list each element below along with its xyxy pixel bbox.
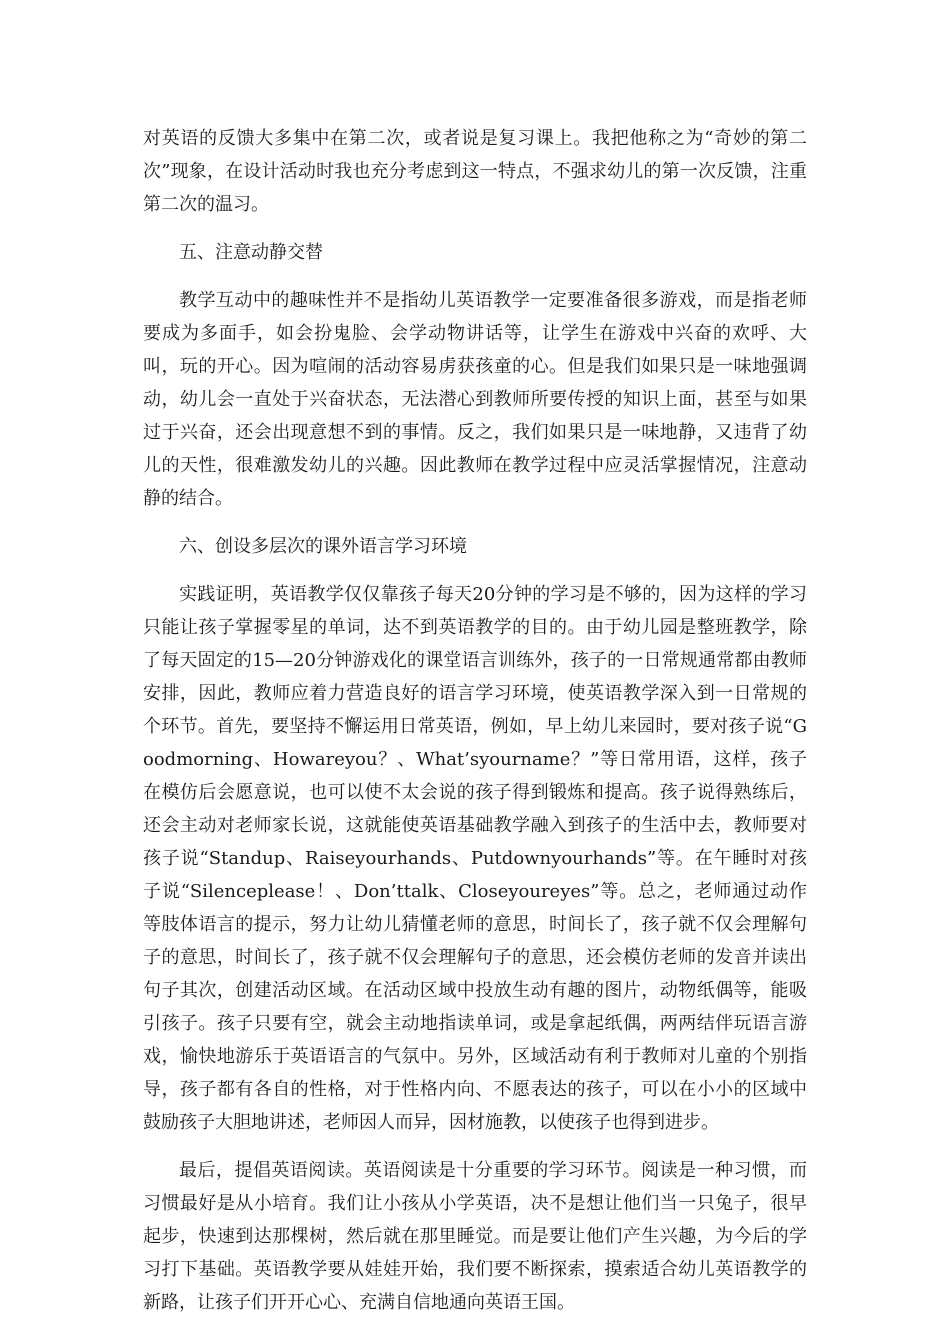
document-body <box>143 122 807 1334</box>
section-heading-6: 六、创设多层次的课外语言学习环境 <box>179 536 467 557</box>
section-heading-5: 五、注意动静交替 <box>179 242 323 263</box>
paragraph-practice: 实践证明，英语教学仅仅靠孩子每天20分钟的学习是不够的，因为这样的学习只能让孩子掌握零星的单词，达不到英语教学的目的。由于幼儿园是整班教学，除了每天固定的15—20分钟游戏化的课堂语言训练外，孩子的一日常规通常都由教师安排，因此，教师应着力营造良好的语言学习环境，使英语教学深入到一日常规的个环节。首先，要坚持不懈运用日常英语，例如，早上幼儿来园时，要对孩子说“Goodmorning、Howareyou？、What’syourname？”等日常用语，这样，孩子在模仿后会愿意说，也可以使不太会说的孩子得到锻炼和提高。孩子说得熟练后，还会主动对老师家长说，这就能使英语基础教学融入到孩子的生活中去，教师要对孩子说“Standup、Raiseyourhands、Putdownyourhands”等。在午睡时对孩子说“Silenceplease！、Don’ttalk、Closeyoureyes”等。总之，老师通过动作等肢体语言的提示，努力让幼儿猜懂老师的意思，时间长了，孩子就不仅会理解句子的意思，时间长了，孩子就不仅会理解句子的意思，还会模仿老师的发音并读出句子其次，创建活动区域。在活动区域中投放生动有趣的图片，动物纸偶等，能吸引孩子。孩子只要有空，就会主动地指读单词，或是拿起纸偶，两两结伴玩语言游戏，愉快地游乐于英语语言的气氛中。另外，区域活动有利于教师对儿童的个别指导，孩子都有各自的性格，对于性格内向、不愿表达的孩子，可以在小小的区域中鼓励孩子大胆地讲述，老师因人而异，因材施教，以使孩子也得到进步。 <box>143 584 807 1133</box>
paragraph-dynamic-static: 教学互动中的趣味性并不是指幼儿英语教学一定要准备很多游戏，而是指老师要成为多面手，如会扮鬼脸、会学动物讲话等，让学生在游戏中兴奋的欢呼、大叫，玩的开心。因为喧闹的活动容易虏获孩童的心。但是我们如果只是一味地强调动，幼儿会一直处于兴奋状态，无法潜心到教师所要传授的知识上面，甚至与如果过于兴奋，还会出现意想不到的事情。反之，我们如果只是一味地静，又违背了幼儿的天性，很难激发幼儿的兴趣。因此教师在教学过程中应灵活掌握情况，注意动静的结合。 <box>143 290 807 509</box>
paragraph-reading: 最后，提倡英语阅读。英语阅读是十分重要的学习环节。阅读是一种习惯，而习惯最好是从小培育。我们让小孩从小学英语，决不是想让他们当一只兔子，很早起步，快速到达那棵树，然后就在那里睡觉。而是要让他们产生兴趣，为今后的学习打下基础。英语教学要从娃娃开始，我们要不断探索，摸索适合幼儿英语教学的新路，让孩子们开开心心、充满自信地通向英语王国。 <box>143 1160 807 1313</box>
paragraph-continuation: 对英语的反馈大多集中在第二次，或者说是复习课上。我把他称之为“奇妙的第二次”现象，在设计活动时我也充分考虑到这一特点，不强求幼儿的第一次反馈，注重第二次的温习。 <box>143 128 807 215</box>
